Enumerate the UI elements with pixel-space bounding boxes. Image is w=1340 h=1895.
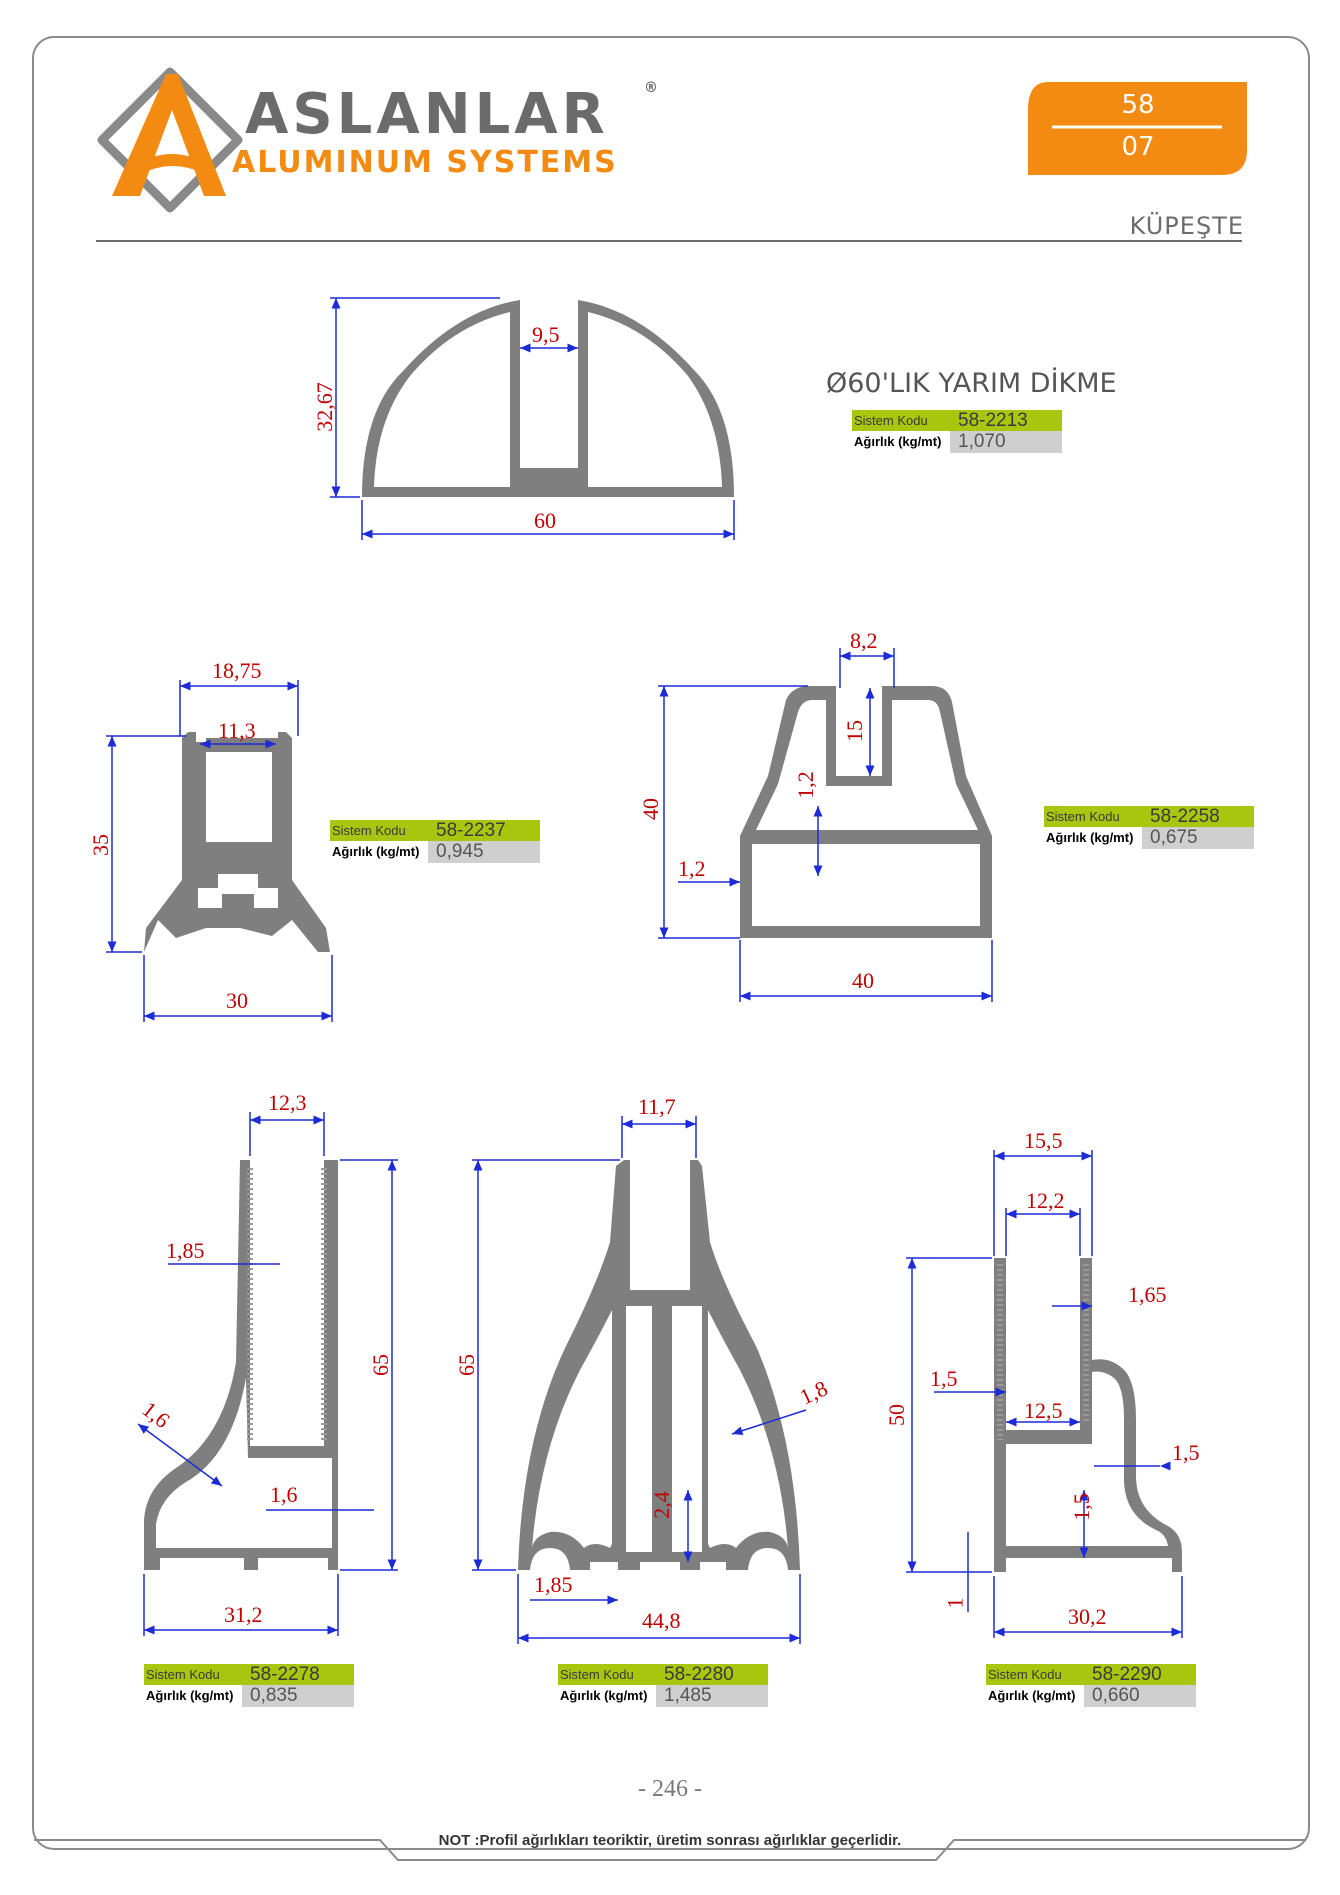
dim-label: 1 (942, 1597, 968, 1609)
dim-label: 31,2 (224, 1602, 263, 1627)
weight-label: Ağırlık (kg/mt) (144, 1688, 242, 1703)
dim-label: 1,5 (930, 1366, 958, 1391)
code-label: Sistem Kodu (854, 413, 928, 428)
dim-label: 1,6 (137, 1396, 175, 1433)
weight-label: Ağırlık (kg/mt) (1044, 830, 1142, 845)
dim-label: 2,4 (648, 1491, 674, 1519)
dim-label: 1,2 (678, 856, 706, 881)
weight-value: 1,070 (950, 431, 1062, 453)
dim-label: 1,65 (1128, 1282, 1167, 1307)
dim-label: 60 (534, 508, 556, 533)
dim-label: 1,2 (792, 771, 818, 799)
dim-label: 11,3 (218, 718, 256, 743)
info-58-2290 (986, 1664, 1196, 1706)
dim-label: 40 (638, 798, 663, 820)
code-value: 58-2280 (664, 1663, 734, 1685)
logo-mark (102, 72, 238, 208)
dim-label: 40 (852, 968, 874, 993)
code-value: 58-2213 (958, 409, 1028, 431)
footer-note: NOT :Profil ağırlıkları teoriktir, üretim sonrası ağırlıklar geçerlidir. (438, 1832, 902, 1849)
profile-58-2278 (144, 1160, 338, 1570)
dim-label: 32,67 (311, 382, 337, 432)
dim-label: 11,7 (638, 1094, 676, 1119)
code-label: Sistem Kodu (332, 823, 406, 838)
dim-label: 9,5 (532, 322, 560, 347)
weight-value: 0,675 (1142, 827, 1254, 849)
dim-label: 18,75 (212, 658, 262, 683)
dim-label: 35 (88, 834, 113, 856)
registered-mark: ® (644, 80, 658, 96)
info-58-2213 (852, 410, 1062, 452)
code-label: Sistem Kodu (1046, 809, 1120, 824)
dim-label: 15,5 (1024, 1128, 1063, 1153)
dim-label: 1,85 (166, 1238, 205, 1263)
profile-title: Ø60'LIK YARIM DİKME (826, 368, 1117, 399)
dim-label: 1,85 (534, 1572, 573, 1597)
dim-label: 50 (884, 1404, 909, 1426)
dim-label: 1,8 (795, 1375, 832, 1410)
header-rule (96, 240, 1242, 242)
weight-label: Ağırlık (kg/mt) (986, 1688, 1084, 1703)
weight-value: 0,660 (1084, 1685, 1196, 1707)
weight-label: Ağırlık (kg/mt) (330, 844, 428, 859)
badge-top: 58 (1121, 90, 1155, 120)
dim-label: 30 (226, 988, 248, 1013)
dim-label: 65 (454, 1354, 479, 1376)
code-label: Sistem Kodu (988, 1667, 1062, 1682)
profile-58-2237 (144, 732, 330, 952)
dim-label: 1,6 (270, 1482, 298, 1507)
category-title: KÜPEŞTE (1129, 212, 1244, 240)
dim-label: 44,8 (642, 1608, 681, 1633)
dim-label: 1,5 (1068, 1493, 1094, 1521)
code-value: 58-2237 (436, 819, 506, 841)
weight-label: Ağırlık (kg/mt) (558, 1688, 656, 1703)
code-value: 58-2278 (250, 1663, 320, 1685)
dim-label: 12,3 (268, 1090, 307, 1115)
info-58-2280 (558, 1664, 768, 1706)
code-value: 58-2258 (1150, 805, 1220, 827)
weight-value: 0,835 (242, 1685, 354, 1707)
dim-label: 30,2 (1068, 1604, 1107, 1629)
weight-value: 1,485 (656, 1685, 768, 1707)
info-58-2237 (330, 820, 540, 862)
dim-label: 15 (842, 720, 867, 742)
weight-label: Ağırlık (kg/mt) (852, 434, 950, 449)
info-58-2278 (144, 1664, 354, 1706)
brand-name: ASLANLAR (245, 82, 609, 147)
badge-bottom: 07 (1121, 132, 1155, 162)
dim-label: 12,5 (1024, 1398, 1063, 1423)
page-number: - 246 - (638, 1776, 702, 1802)
dim-label: 65 (368, 1354, 393, 1376)
brand-tagline: ALUMINUM SYSTEMS (232, 145, 618, 180)
dim-label: 1,5 (1172, 1440, 1200, 1465)
weight-value: 0,945 (428, 841, 540, 863)
code-label: Sistem Kodu (560, 1667, 634, 1682)
code-value: 58-2290 (1092, 1663, 1162, 1685)
info-58-2258 (1044, 806, 1254, 848)
dim-label: 12,2 (1026, 1188, 1065, 1213)
code-label: Sistem Kodu (146, 1667, 220, 1682)
dim-label: 8,2 (850, 628, 878, 653)
